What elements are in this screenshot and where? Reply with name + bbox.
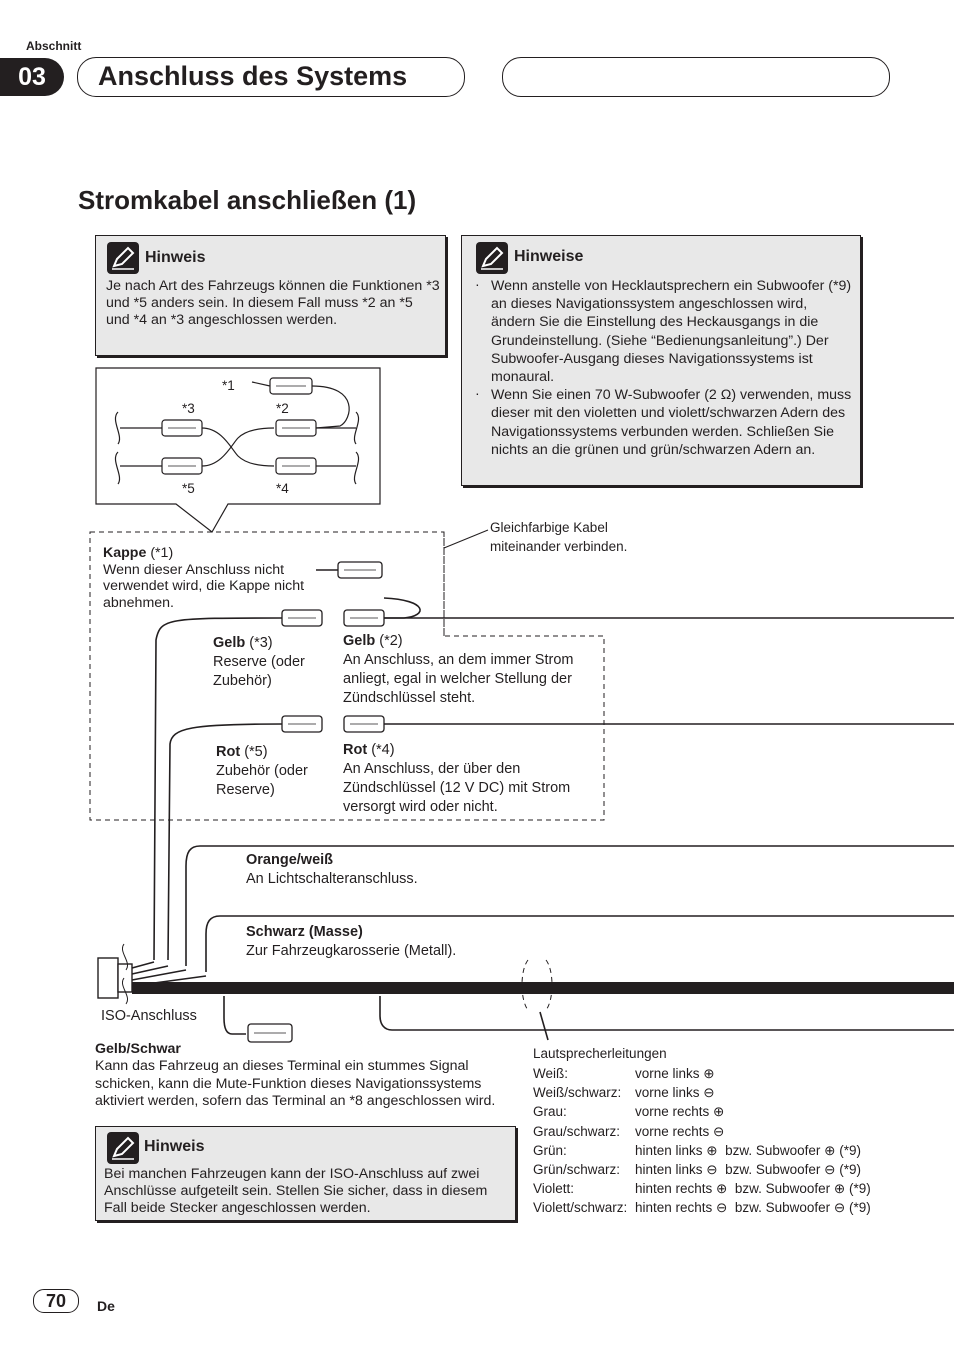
kappe-desc: Wenn dieser Anschluss nicht verwendet wird, die Kappe nicht abnehmen. xyxy=(103,561,305,611)
note-box-bottom xyxy=(95,1126,516,1221)
speaker-row xyxy=(533,1141,861,1160)
chapter-number: 03 xyxy=(0,58,64,96)
section-label: Abschnitt xyxy=(26,39,82,53)
rot5-ref: (*5) xyxy=(244,744,268,760)
schwarz-desc: Zur Fahrzeugkarosserie (Metall). xyxy=(246,943,457,959)
speaker-row xyxy=(533,1102,724,1121)
iso-connector xyxy=(98,958,118,998)
speaker-title: Lautsprecherleitungen xyxy=(533,1046,667,1061)
speaker-desc: vorne links ⊕ xyxy=(635,1066,715,1081)
schwarz-name: Schwarz (Masse) xyxy=(246,924,363,940)
rot5-label xyxy=(216,743,326,800)
rot4-ref: (*4) xyxy=(371,742,395,758)
speaker-row xyxy=(533,1083,715,1102)
speaker-color: Grau: xyxy=(533,1104,567,1120)
iso-label: ISO-Anschluss xyxy=(101,1008,197,1024)
speaker-desc: hinten links ⊕ bzw. Subwoofer ⊕ (*9) xyxy=(635,1142,861,1158)
rot4-name: Rot xyxy=(343,742,368,758)
note-heading: Hinweis xyxy=(145,249,206,266)
rot5-desc: Zubehör (oder Reserve) xyxy=(216,763,308,798)
kappe-label xyxy=(103,545,318,611)
pencil-note-icon xyxy=(107,1132,139,1164)
note-bullets xyxy=(475,277,855,459)
gelb2-label xyxy=(343,632,601,708)
speaker-desc: vorne rechts ⊕ xyxy=(635,1104,725,1120)
kappe-name: Kappe xyxy=(103,545,147,561)
gelb2-ref: (*2) xyxy=(379,633,403,649)
pencil-note-icon xyxy=(107,242,139,274)
chapter-title: Anschluss des Systems xyxy=(98,61,408,91)
gelb2-name: Gelb xyxy=(343,633,376,649)
orange-label xyxy=(246,851,546,889)
speaker-row xyxy=(533,1179,871,1198)
gelbschwarz-desc: Kann das Fahrzeug an dieses Terminal ein stummes Signal schicken, kann die Mute-Funktion dieses Navigationssystems aktiviert werden, sofern das Terminal an *8 angeschlossen wird. xyxy=(95,1058,496,1110)
speaker-desc: hinten rechts ⊖ bzw. Subwoofer ⊖ (*9) xyxy=(635,1200,871,1216)
speaker-color: Violett: xyxy=(533,1181,575,1197)
inset-label-2: *2 xyxy=(276,401,289,416)
speaker-color: Grün/schwarz: xyxy=(533,1162,621,1177)
gelb3-desc: Reserve (oder Zubehör) xyxy=(213,654,305,689)
speaker-row xyxy=(533,1064,715,1083)
rot4-label xyxy=(343,741,601,817)
page-title: Stromkabel anschließen (1) xyxy=(78,185,417,215)
gelb3-label xyxy=(213,634,328,691)
rot5-name: Rot xyxy=(216,744,241,760)
orange-name: Orange/weiß xyxy=(246,852,334,868)
speaker-row xyxy=(533,1122,724,1141)
same-color-note: Gleichfarbige Kabel miteinander verbinden. xyxy=(490,520,628,554)
gelbschwarz-label xyxy=(95,1041,525,1111)
note-heading: Hinweise xyxy=(514,248,584,265)
speaker-row xyxy=(533,1160,861,1179)
kappe-ref: (*1) xyxy=(150,545,174,561)
gelb3-name: Gelb xyxy=(213,635,246,651)
speaker-desc: vorne rechts ⊖ xyxy=(635,1123,725,1139)
page-number: 70 xyxy=(33,1289,79,1313)
inset-label-4: *4 xyxy=(276,481,289,496)
gelbschwarz-name: Gelb/Schwar xyxy=(95,1041,181,1057)
inset-label-1: *1 xyxy=(222,378,235,393)
gelb2-desc: An Anschluss, an dem immer Strom anliegt, egal in welcher Stellung der Zündschlüssel steht. xyxy=(343,652,574,706)
speaker-desc: hinten links ⊖ bzw. Subwoofer ⊖ (*9) xyxy=(635,1162,861,1177)
gelb3-ref: (*3) xyxy=(249,635,273,651)
note-heading: Hinweis xyxy=(144,1138,205,1155)
note-bullet: · Wenn Sie einen 70 W-Subwoofer (2 Ω) verwenden, muss dieser mit den violetten und violett/schwarzen Adern des Navigationssystems verbunden werden. Schließen Sie nichts an die grünen und grün/schwarzen Adern an. xyxy=(475,386,855,459)
speaker-color: Grau/schwarz: xyxy=(533,1123,621,1139)
schwarz-label xyxy=(246,923,546,961)
speaker-row xyxy=(533,1198,871,1217)
note-text: Bei manchen Fahrzeugen kann der ISO-Anschluss auf zwei Anschlüsse aufgeteilt sein. Stellen Sie sicher, dass in diesem Fall beide Stecker angeschlossen werden. xyxy=(104,1166,488,1216)
note-bullet: · Wenn anstelle von Hecklautsprechern ein Subwoofer (*9) an dieses Navigationssystem angeschlossen wird, ändern Sie die Einstellung des Heckausgangs in die Grundeinstellung. (Siehe “Bedienungsanleitung”.) Der Subwoofer-Ausgang dieses Navigationssystems ist monaural. xyxy=(475,277,855,386)
inset-label-3: *3 xyxy=(182,401,195,416)
pencil-note-icon xyxy=(476,242,508,274)
speaker-desc: hinten rechts ⊕ bzw. Subwoofer ⊕ (*9) xyxy=(635,1181,871,1197)
note-text: Je nach Art des Fahrzeugs können die Funktionen *3 und *5 anders sein. In diesem Fall muss *2 an *5 und *4 an *3 angeschlossen werden. xyxy=(106,278,440,328)
note-box-left xyxy=(95,235,446,356)
orange-desc: An Lichtschalteranschluss. xyxy=(246,871,418,887)
speaker-color: Violett/schwarz: xyxy=(533,1200,628,1216)
speaker-color: Weiß: xyxy=(533,1066,569,1081)
note-box-right xyxy=(461,235,861,486)
language-label: De xyxy=(97,1298,115,1314)
speaker-desc: vorne links ⊖ xyxy=(635,1085,715,1101)
speaker-color: Grün: xyxy=(533,1142,567,1158)
inset-label-5: *5 xyxy=(182,481,195,496)
speaker-color: Weiß/schwarz: xyxy=(533,1085,622,1101)
rot4-desc: An Anschluss, der über den Zündschlüssel (12 V DC) mit Strom versorgt wird oder nicht. xyxy=(343,761,571,815)
